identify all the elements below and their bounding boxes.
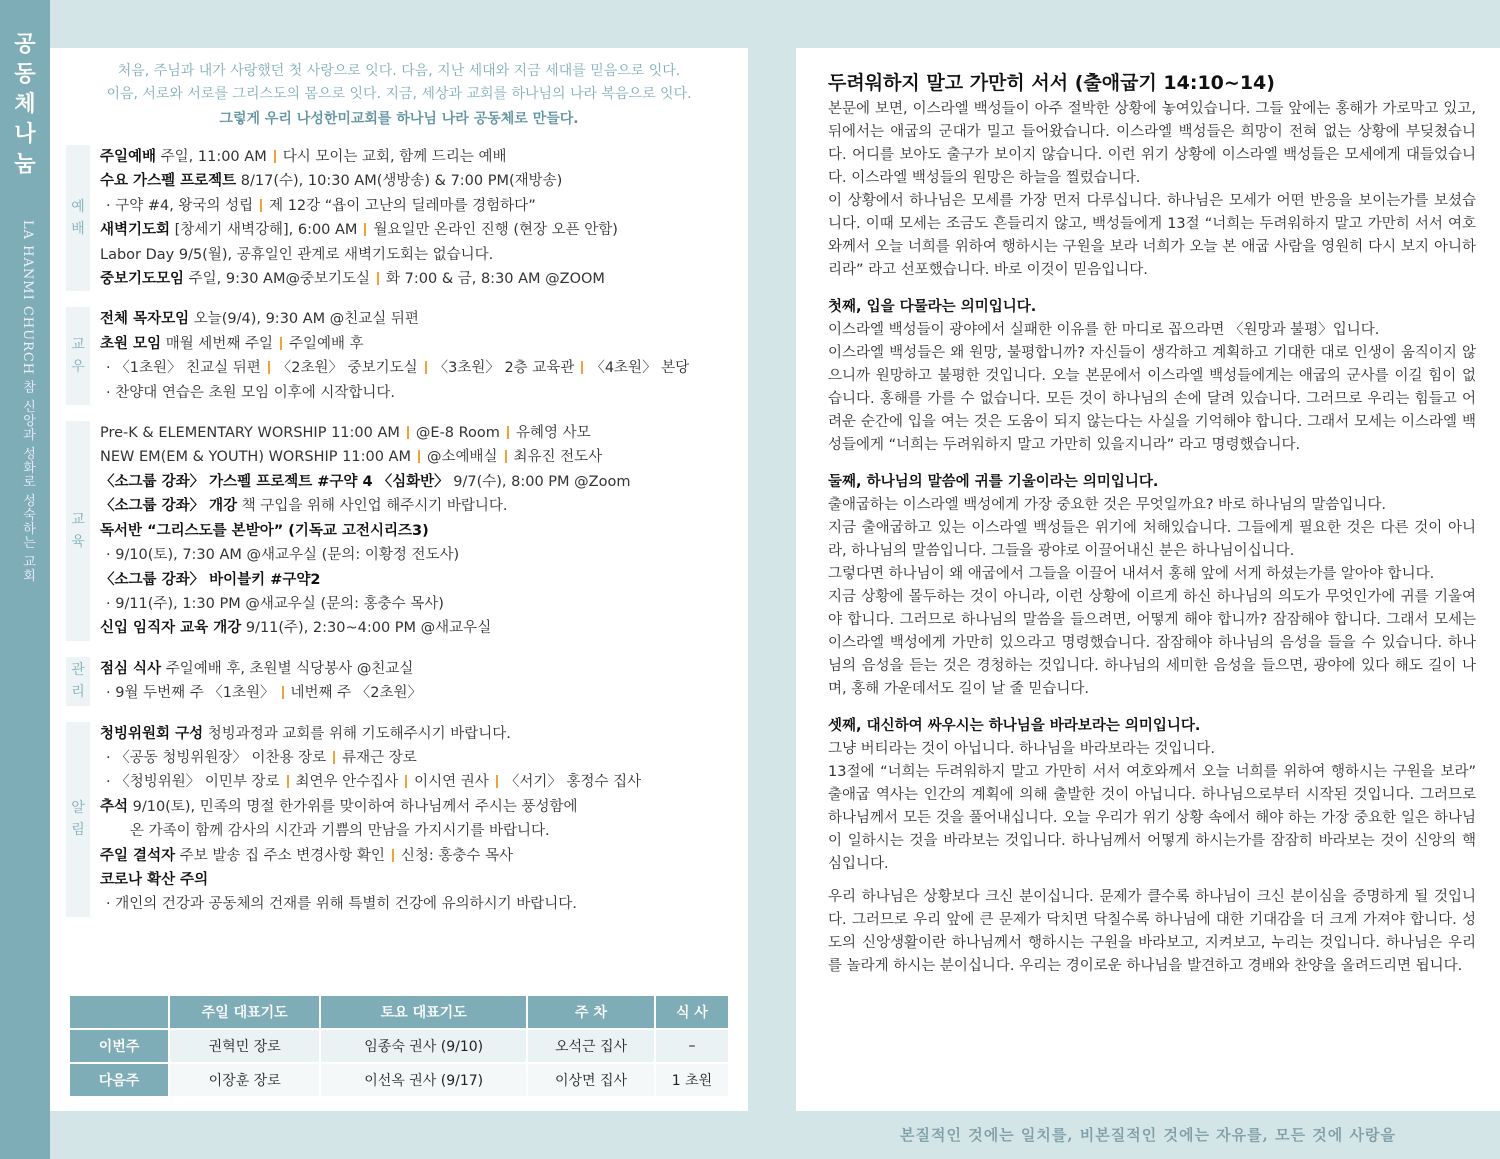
- news-line: [100, 307, 732, 331]
- separator-bar: [260, 199, 262, 212]
- item-text: · 구약 #4, 왕국의 성립: [106, 197, 254, 214]
- sermon-paragraph: 지금 출애굽하고 있는 이스라엘 백성들은 위기에 처해있습니다. 그들에게 필요한 것은 다른 것이 아니라, 하나님의 말씀입니다. 그들을 광야로 이끌어내신 분은 하나님이십니다.: [828, 520, 1476, 559]
- table-cell: 1 초원: [655, 1063, 728, 1096]
- table-row-header: 이번주: [69, 1029, 169, 1063]
- table-cell: 오석근 집사: [527, 1029, 655, 1063]
- news-line: [100, 421, 732, 445]
- sermon-paragraph: 그냥 버티라는 것이 아닙니다. 하나님을 바라보라는 것입니다.: [828, 741, 1216, 757]
- vision-line: 처음, 주님과 내가 사랑했던 첫 사랑으로 잇다. 다음, 지난 세대와 지금 세대를 믿음으로 잇다.: [117, 63, 681, 79]
- sermon-panel: [796, 48, 1500, 1111]
- table-header-row: [69, 996, 728, 1029]
- paragraph-gap: [828, 876, 1476, 886]
- item-text: 유혜영 사모: [515, 425, 591, 442]
- separator-bar: [407, 426, 409, 439]
- label-char: 우: [71, 359, 85, 376]
- item-title: 점심 식사: [100, 660, 162, 677]
- section-label-worship: [66, 145, 90, 291]
- item-title: 〈소그룹 강좌〉 개강: [100, 498, 238, 515]
- sermon-paragraph: 이스라엘 백성들은 왜 원망, 불평합니까? 자신들이 생각하고 계획하고 기대한 대로 인생이 움직이지 않으니까 원망하고 불평한 것입니다. 오늘 본문에서 이스라엘 백성들에게는 애굽의 군사를 이길 힘이 없습니다. 홍해를 가를 수 없습니다. 모든 것이 하나님의 손에 달려 있습니다. 그러므로 우리는 힘들고 어려운 순간에 입을 여는 것은 도움이 되지 않는다는 사실을 기억해야 합니다. 그래서 모세는 이스라엘 백성들에게 “너희는 두려워하지 말고 가만히 있을지니라” 라고 명령했습니다.: [828, 345, 1476, 453]
- vision-line: 이음, 서로와 서로를 그리스도의 몸으로 잇다. 지금, 세상과 교회를 하나님의 나라 복음으로 잇다.: [106, 86, 692, 102]
- sermon-title: 두려워하지 말고 가만히 서서 (출애굽기 14:10~14): [828, 72, 1275, 94]
- item-text: 9/10(토), 민족의 명절 한가위를 맞이하여 하나님께서 주시는 풍성함에: [132, 798, 578, 815]
- item-text: 9/7(수), 8:00 PM @Zoom: [453, 473, 631, 490]
- separator-bar: [496, 775, 498, 788]
- news-line: [100, 568, 732, 592]
- item-text: · 9월 두번째 주 〈1초원〉: [106, 685, 275, 702]
- table-cell: 이장훈 장로: [169, 1063, 320, 1096]
- sidebar: [0, 0, 50, 1159]
- item-text: 8/17(수), 10:30 AM(생방송) & 7:00 PM(재방송): [240, 173, 563, 190]
- separator-bar: [418, 450, 420, 463]
- separator-bar: [287, 775, 289, 788]
- church-name-vertical: LA HANMI CHURCH 참 신앙과 성화로 성숙하는 교회: [20, 220, 35, 583]
- sermon-paragraph: 이 상황에서 하나님은 모세를 가장 먼저 다루십니다. 하나님은 모세가 어떤 반응을 보이는가를 보셨습니다. 이때 모세는 조금도 흔들리지 않고, 백성들에게 13절 “너희는 두려워하지 말고 가만히 서서 여호와께서 오늘 너희를 위하여 행하시는 구원을 보라 너희가 오늘 본 애굽 사람을 영원히 다시 보지 아니하리라” 라고 선포했습니다. 바로 이것이 믿음입니다.: [828, 193, 1476, 278]
- item-title: 수요 가스펠 프로젝트: [100, 173, 237, 190]
- sermon-point-heading: 셋째, 대신하여 싸우시는 하나님을 바라보라는 의미입니다.: [828, 718, 1201, 734]
- item-text: 주일, 9:30 AM@중보기도실: [188, 271, 371, 288]
- sermon-paragraph: 지금 상황에 몰두하는 것이 아니라, 이런 상황에 이르게 하신 하나님의 의도가 무엇인가에 귀를 기울여야 합니다. 그러므로 하나님의 말씀을 들으려면, 어떻게 해야 합니까? 잠잠해야 합니다. 그래서 모세는 이스라엘 백성에게 가만히 있으라고 명령했습니다. 잠잠해야 하나님의 음성을 들을 수 있습니다. 하나님의 음성을 듣는 것은 경청하는 것입니다. 하나님의 세미한 음성을 들으면, 광야에 있다 해도 길이 나며, 홍해 가운데서도 길이 날 줄 믿습니다.: [828, 589, 1476, 697]
- item-text: 매월 세번째 주일: [165, 335, 273, 352]
- duty-roster-table: [68, 996, 728, 1096]
- item-text: · 〈공동 청빙위원장〉 이찬용 장로: [106, 749, 327, 766]
- news-line: [100, 356, 732, 380]
- news-line: [100, 169, 732, 193]
- news-line: Labor Day 9/5(월), 공휴일인 관계로 새벽기도회는 없습니다.: [100, 246, 494, 263]
- item-text: 네번째 주 〈2초원〉: [290, 685, 423, 702]
- item-text: @E-8 Room: [415, 425, 500, 442]
- label-char: 림: [71, 822, 85, 839]
- news-line: [100, 267, 732, 291]
- item-text: 〈3초원〉 2층 교육관: [433, 360, 575, 377]
- footer-motto: 본질적인 것에는 일치를, 비본질적인 것에는 자유를, 모든 것에 사랑을: [900, 1126, 1396, 1144]
- item-text: 최연우 안수집사: [295, 774, 399, 791]
- separator-bar: [282, 686, 284, 699]
- item-title: 독서반 “그리스도를 본받아” (기독교 고전시리즈3): [100, 522, 429, 539]
- section-worship: [66, 145, 732, 291]
- item-text: 〈4초원〉 본당: [590, 360, 690, 377]
- item-text: 월요일만 온라인 진행 (현장 오픈 안함): [373, 222, 618, 239]
- separator-bar: [364, 223, 366, 236]
- separator-bar: [425, 361, 427, 374]
- separator-bar: [581, 361, 583, 374]
- item-text: 〈2초원〉 중보기도실: [276, 360, 418, 377]
- item-title: 중보기도모임: [100, 271, 185, 288]
- label-char: 관: [71, 662, 85, 679]
- sermon-body: [828, 98, 1476, 978]
- news-line: · 9/11(주), 1:30 PM @새교우실 (문의: 홍충수 목사): [106, 595, 444, 612]
- table-header-cell: 주일 대표기도: [169, 996, 320, 1029]
- sermon-point-heading: 둘째, 하나님의 말씀에 귀를 기울이라는 의미입니다.: [828, 474, 1159, 490]
- table-cell: 이상면 집사: [527, 1063, 655, 1096]
- news-line: [100, 795, 732, 819]
- section-notices: [66, 722, 732, 917]
- label-char: 교: [71, 337, 85, 354]
- section-label-education: [66, 421, 90, 641]
- title-char: 체: [14, 92, 36, 117]
- item-text: 다시 모이는 교회, 함께 드리는 예배: [282, 149, 507, 165]
- label-char: 리: [71, 684, 85, 701]
- separator-bar: [392, 849, 394, 862]
- section-label-fellowship: [66, 307, 90, 405]
- sermon-paragraph: 그렇다면 하나님이 왜 애굽에서 그들을 이끌어 내셔서 홍해 앞에 서게 하셨는가를 알아야 합니다.: [828, 566, 1435, 582]
- table-row: [69, 1029, 728, 1063]
- label-char: 교: [71, 511, 85, 528]
- section-label-management: [66, 657, 90, 706]
- item-title: 주일 결석자: [100, 847, 176, 864]
- item-title: 〈소그룹 강좌〉 가스펠 프로젝트 #구약 4 〈심화반〉: [100, 473, 449, 490]
- item-text: 〈서기〉 홍정수 집사: [504, 774, 642, 791]
- separator-bar: [268, 361, 270, 374]
- title-char: 공: [14, 32, 36, 57]
- item-text: 이시연 권사: [414, 774, 489, 791]
- table-header-cell: 주 차: [527, 996, 655, 1029]
- item-title: 전체 목자모임: [100, 311, 190, 328]
- separator-bar: [405, 775, 407, 788]
- item-text: 화 7:00 & 금, 8:30 AM @ZOOM: [386, 271, 605, 288]
- vision-statement: [50, 60, 748, 131]
- separator-bar: [507, 426, 509, 439]
- bulletin-news-panel: [50, 48, 748, 1111]
- table-cell: –: [655, 1029, 728, 1063]
- item-text: · 〈1초원〉 친교실 뒤편: [106, 360, 261, 377]
- title-char: 동: [14, 62, 36, 87]
- news-line: [100, 445, 732, 469]
- section-label-notices: [66, 722, 90, 917]
- table-header-cell: [69, 996, 169, 1029]
- item-text: 주일예배 후, 초원별 식당봉사 @친교실: [165, 660, 414, 677]
- sermon-paragraph: 이스라엘 백성들이 광야에서 실패한 이유를 한 마디로 꼽으라면 〈원망과 불평〉입니다.: [828, 322, 1380, 338]
- item-text: 오늘(9/4), 9:30 AM @친교실 뒤편: [193, 311, 419, 328]
- news-line: [100, 470, 732, 494]
- title-char: 눔: [14, 152, 36, 177]
- sidebar-title: [0, 30, 50, 180]
- news-line: [100, 657, 732, 681]
- label-char: 알: [71, 800, 85, 817]
- separator-bar: [274, 150, 276, 163]
- item-text: 책 구입을 위해 사인업 해주시기 바랍니다.: [241, 498, 508, 515]
- vision-line-final: 그렇게 우리 나성한미교회를 하나님 나라 공동체로 만들다.: [219, 111, 579, 127]
- sermon-paragraph: 출애굽하는 이스라엘 백성에게 가장 중요한 것은 무엇일까요? 바로 하나님의 말씀입니다.: [828, 497, 1387, 513]
- table-cell: 임종숙 권사 (9/10): [320, 1029, 527, 1063]
- item-text: Pre-K & ELEMENTARY WORSHIP 11:00 AM: [100, 425, 400, 442]
- sermon-point-heading: 첫째, 입을 다물라는 의미입니다.: [828, 299, 1037, 315]
- separator-bar: [505, 450, 507, 463]
- item-text: 신청: 홍충수 목사: [400, 847, 513, 864]
- item-text: 최유진 전도사: [513, 449, 603, 466]
- news-line: [100, 145, 732, 169]
- title-char: 나: [14, 122, 36, 147]
- item-title: 청빙위원회 구성: [100, 725, 204, 742]
- item-text: 청빙과정과 교회를 위해 기도해주시기 바랍니다.: [207, 725, 511, 742]
- table-header-cell: 식 사: [655, 996, 728, 1029]
- item-text: @소예배실: [427, 449, 498, 466]
- table-header-cell: 토요 대표기도: [320, 996, 527, 1029]
- news-line: [100, 722, 732, 746]
- news-line: · 찬양대 연습은 초원 모임 이후에 시작합니다.: [106, 384, 395, 401]
- item-text: [창세기 새벽강해], 6:00 AM: [174, 222, 358, 239]
- news-line: [100, 770, 732, 794]
- item-text: NEW EM(EM & YOUTH) WORSHIP 11:00 AM: [100, 449, 411, 466]
- item-title: 주일예배: [100, 149, 157, 165]
- news-line: [100, 218, 732, 242]
- news-line: [100, 746, 732, 770]
- table-row-header: 다음주: [69, 1063, 169, 1096]
- news-line: [100, 616, 732, 640]
- item-text: 주일, 11:00 AM: [160, 149, 267, 165]
- news-line: · 개인의 건강과 공동체의 건재를 위해 특별히 건강에 유의하시기 바랍니다.: [106, 896, 577, 913]
- item-text: 주보 발송 집 주소 변경사항 확인: [179, 847, 385, 864]
- separator-bar: [333, 751, 335, 764]
- sermon-paragraph: 13절에 “너희는 두려워하지 말고 가만히 서서 여호와께서 오늘 너희를 위하여 행하시는 구원을 보라” 출애굽 역사는 인간의 계획에 의해 출발한 것이 아닙니다. 하나님으로부터 시작된 것입니다. 그러므로 하나님께서 모든 것을 풀어내십니다. 오늘 우리가 위기 상황 속에서 해야 하는 가장 중요한 일은 하나님이 일하시는 것을 바라보는 것입니다. 하나님께서 어떻게 하시는가를 잠잠히 바라보는 것이 신앙의 핵심입니다.: [828, 764, 1476, 872]
- news-line: [100, 868, 732, 892]
- news-line: [100, 681, 732, 705]
- item-title: 추석: [100, 798, 129, 815]
- section-education: [66, 421, 732, 641]
- item-title: 코로나 확산 주의: [100, 871, 209, 888]
- sermon-paragraph: 본문에 보면, 이스라엘 백성들이 아주 절박한 상황에 놓여있습니다. 그들 앞에는 홍해가 가로막고 있고, 뒤에서는 애굽의 군대가 밀고 들어왔습니다. 이스라엘 백성들은 희망이 전혀 없는 상황에 부딪쳤습니다. 어디를 보아도 출구가 보이지 않습니다. 이런 위기 상황에 이스라엘 백성들은 모세에게 대들었습니다. 이스라엘 백성들의 원망은 하늘을 찔렀습니다.: [828, 101, 1476, 186]
- news-line: 온 가족이 함께 감사의 시간과 기쁨의 만남을 가지시기를 바랍니다.: [130, 823, 550, 840]
- label-char: 배: [71, 221, 85, 238]
- news-line: · 9/10(토), 7:30 AM @새교우실 (문의: 이황정 전도사): [106, 547, 460, 564]
- item-title: 신입 임직자 교육 개강: [100, 620, 242, 637]
- item-text: 9/11(주), 2:30~4:00 PM @새교우실: [245, 620, 492, 637]
- news-line: [100, 844, 732, 868]
- sermon-paragraph: 우리 하나님은 상황보다 크신 분이십니다. 문제가 클수록 하나님이 크신 분이심을 증명하게 될 것입니다. 그러므로 우리 앞에 큰 문제가 닥치면 닥칠수록 하나님에 대한 기대감을 더 크게 가져야 합니다. 성도의 신앙생활이란 하나님께서 행하시는 구원을 바라보고, 지켜보고, 누리는 것입니다. 하나님은 우리를 놀라게 하시는 분이십니다. 우리는 경이로운 하나님을 발견하고 경배와 찬양을 올려드리면 됩니다.: [828, 889, 1476, 974]
- news-line: [100, 519, 732, 543]
- item-title: 초원 모임: [100, 335, 162, 352]
- table-row: [69, 1063, 728, 1096]
- separator-bar: [280, 337, 282, 350]
- table-cell: 권혁민 장로: [169, 1029, 320, 1063]
- news-line: [100, 194, 732, 218]
- item-title: 새벽기도회: [100, 222, 171, 239]
- item-text: · 〈청빙위원〉 이민부 장로: [106, 774, 280, 791]
- table-cell: 이선옥 권사 (9/17): [320, 1063, 527, 1096]
- section-management: [66, 657, 732, 706]
- separator-bar: [377, 272, 379, 285]
- item-title: 〈소그룹 강좌〉 바이블키 #구약2: [100, 571, 321, 588]
- item-text: 주일예배 후: [288, 335, 364, 352]
- section-fellowship: [66, 307, 732, 405]
- label-char: 육: [71, 533, 85, 550]
- item-text: 제 12강 “욥이 고난의 딜레마를 경험하다”: [269, 197, 536, 214]
- news-line: [100, 494, 732, 518]
- news-line: [100, 332, 732, 356]
- item-text: 류재근 장로: [342, 749, 417, 766]
- label-char: 예: [71, 199, 85, 216]
